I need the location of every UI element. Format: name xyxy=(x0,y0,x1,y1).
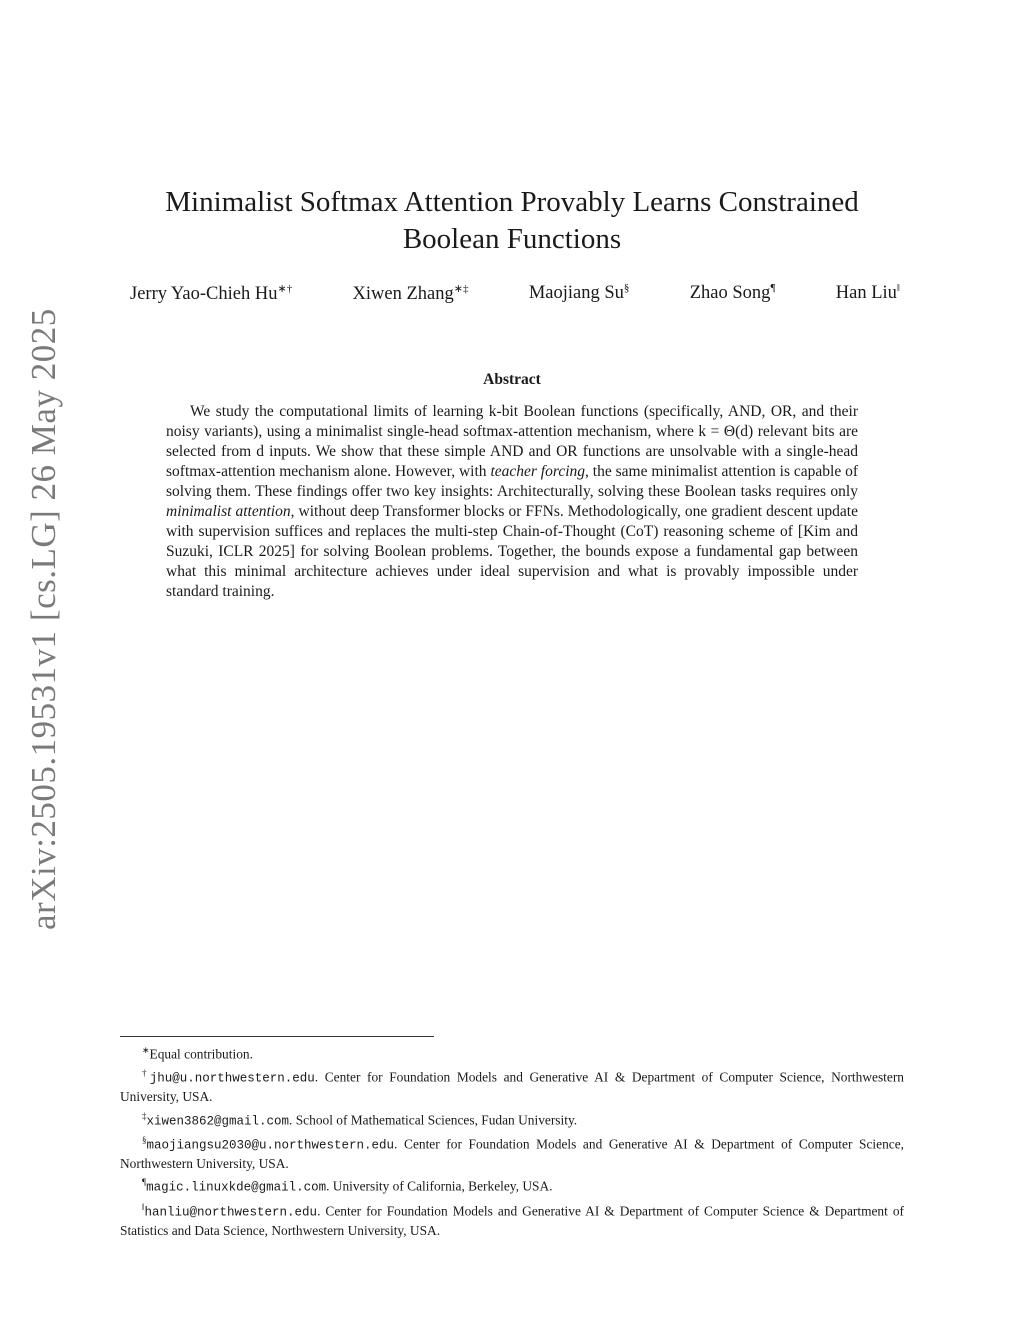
paper-title xyxy=(120,184,904,258)
footnote-rule xyxy=(120,1036,434,1037)
email-link[interactable]: jhu@u.northwestern.edu xyxy=(149,1071,315,1086)
email-link[interactable]: xiwen3862@gmail.com xyxy=(146,1114,290,1129)
arxiv-identifier: arXiv:2505.19531v1 [cs.LG] 26 May 2025 xyxy=(24,308,63,930)
author: Jerry Yao-Chieh Hu∗† xyxy=(130,283,293,305)
author: Han Liu‖ xyxy=(835,282,900,304)
footnote: ‖hanliu@northwestern.edu. Center for Foundation Models and Generative AI & Department of Computer Science & Department of Statistics and Data Science, Northwestern University, USA. xyxy=(120,1201,904,1238)
email-link[interactable]: hanliu@northwestern.edu xyxy=(144,1204,318,1219)
author: Xiwen Zhang∗‡ xyxy=(352,283,469,305)
abstract-heading: Abstract xyxy=(483,371,541,388)
footnote: ¶magic.linuxkde@gmail.com. University of California, Berkeley, USA. xyxy=(142,1177,553,1195)
email-link[interactable]: magic.linuxkde@gmail.com xyxy=(146,1180,327,1195)
footnote: ‡xiwen3862@gmail.com. School of Mathematical Sciences, Fudan University. xyxy=(142,1110,578,1129)
abstract-text: We study the computational limits of learning k-bit Boolean functions (specifically, AND, OR, and their noisy variants), using a minimalist single-head softmax-attention mechanism, where k = Θ(d) relevant bits are selected from d inputs. We show that these simple AND and OR functions are unsolvable with a single-head softmax-attention mechanism alone. However, with teacher forcing, the same minimalist attention is capable of solving them. These findings offer two key insights: Architecturally, solving these Boolean tasks requires only minimalist attention, without deep Transformer blocks or FFNs. Methodologically, one gradient descent update with supervision suffices and replaces the multi-step Chain-of-Thought (CoT) reasoning scheme of [Kim and Suzuki, ICLR 2025] for solving Boolean problems. Together, the bounds expose a fundamental gap between what this minimal architecture achieves under ideal supervision and what is provably impossible under standard training. xyxy=(166,403,859,600)
footnote: ∗Equal contribution. xyxy=(142,1045,253,1062)
title-line-1: Minimalist Softmax Attention Provably Learns Constrained xyxy=(165,186,859,218)
emphasis: teacher forcing xyxy=(490,463,586,480)
title-line-2: Boolean Functions xyxy=(402,223,622,255)
author: Zhao Song¶ xyxy=(689,282,776,304)
author: Maojiang Su§ xyxy=(528,282,630,304)
emphasis: minimalist attention xyxy=(166,503,291,520)
footnote: †jhu@u.northwestern.edu. Center for Foundation Models and Generative AI & Department of Computer Science, Northwestern University, USA. xyxy=(120,1068,904,1105)
footnote: §maojiangsu2030@u.northwestern.edu. Center for Foundation Models and Generative AI & Department of Computer Science, Northwestern University, USA. xyxy=(120,1134,904,1171)
email-link[interactable]: maojiangsu2030@u.northwestern.edu xyxy=(146,1138,395,1153)
footnotes xyxy=(120,1041,904,1240)
author-list xyxy=(130,282,900,305)
